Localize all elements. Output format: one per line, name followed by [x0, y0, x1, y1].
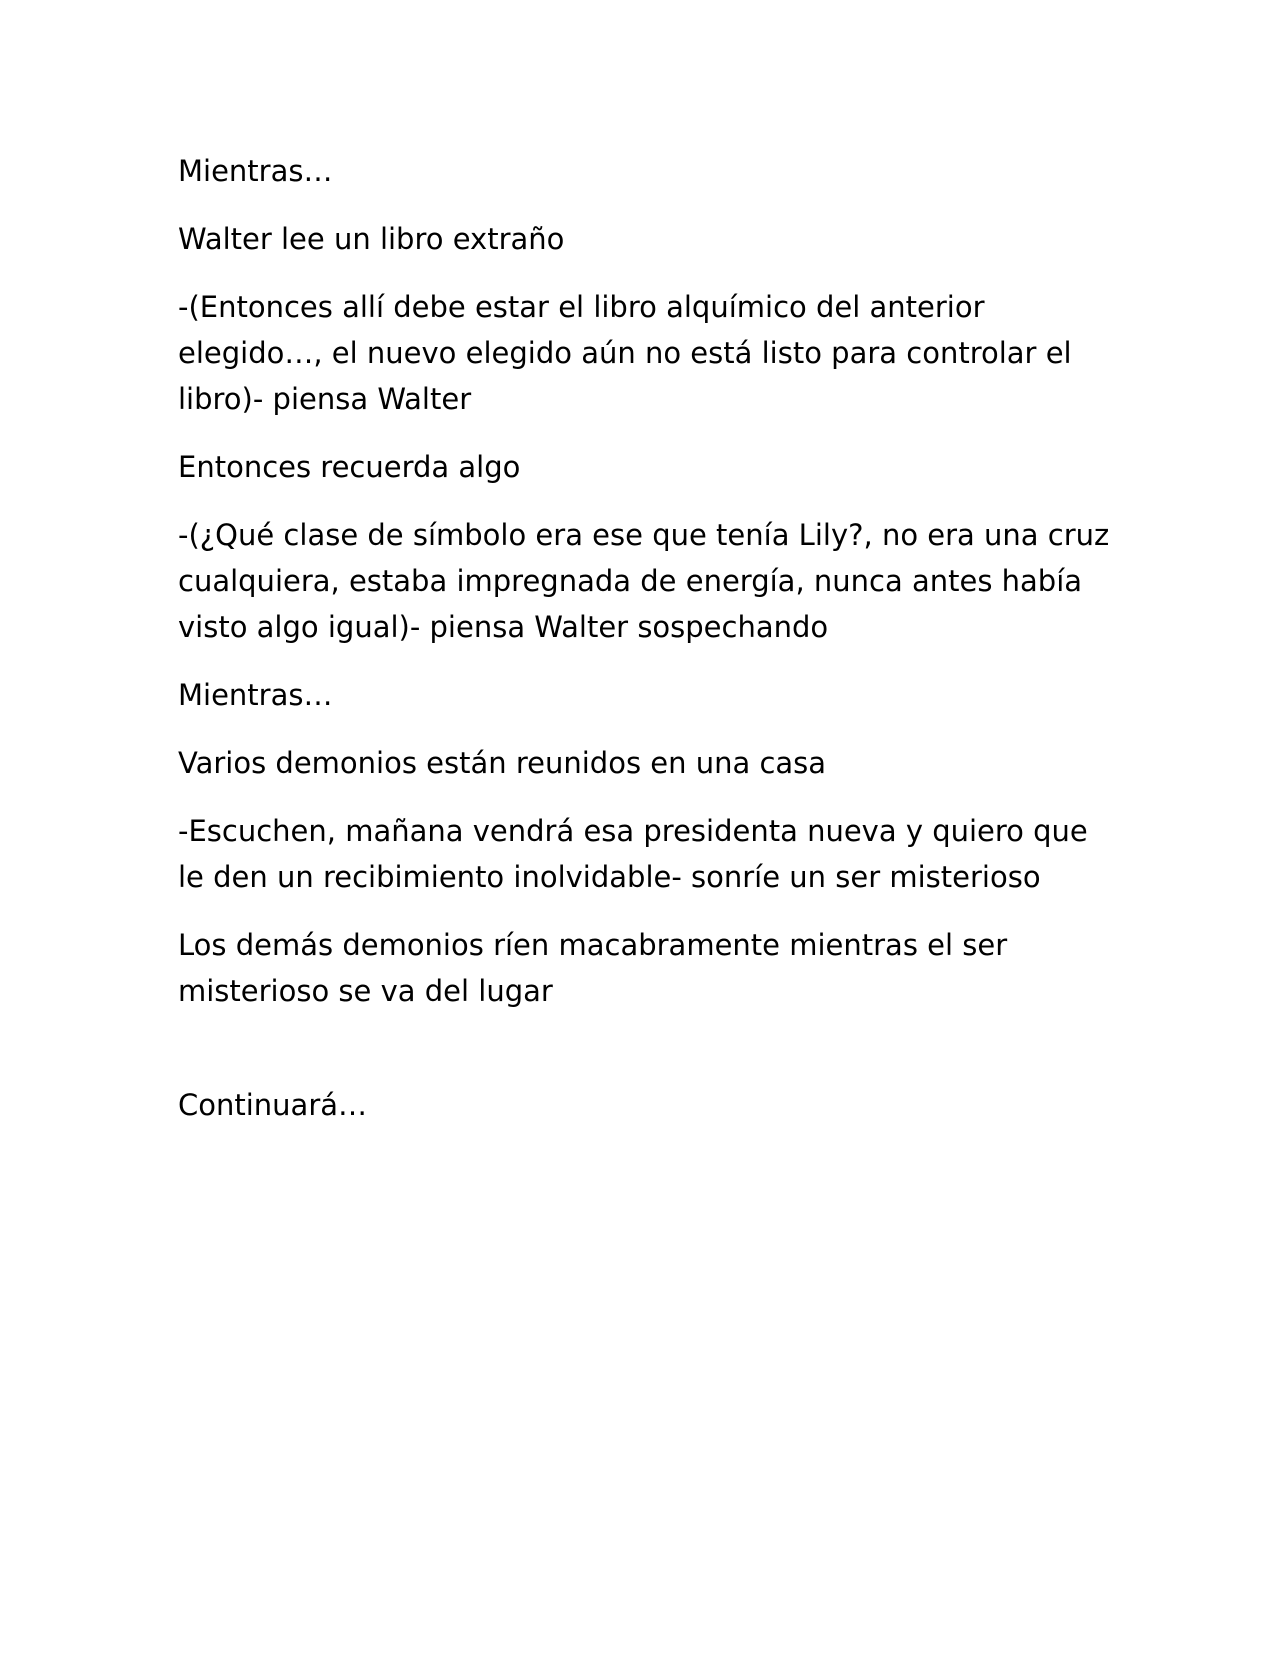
document-body — [178, 148, 1118, 1150]
paragraph-1: Mientras… — [178, 154, 333, 188]
paragraph-8: -Escuchen, mañana vendrá esa presidenta nueva y quiero que le den un recibimiento inolvidable- sonríe un ser misterioso — [178, 814, 1088, 894]
paragraph-9: Los demás demonios ríen macabramente mientras el ser misterioso se va del lugar — [178, 928, 1008, 1008]
paragraph-2: Walter lee un libro extraño — [178, 222, 565, 256]
paragraph-7: Varios demonios están reunidos en una casa — [178, 746, 827, 780]
paragraph-4: Entonces recuerda algo — [178, 450, 521, 484]
ending-text: Continuará… — [178, 1088, 368, 1122]
blank-line — [178, 1036, 1118, 1082]
paragraph-5: -(¿Qué clase de símbolo era ese que tenía Lily?, no era una cruz cualquiera, estaba impregnada de energía, nunca antes había visto algo igual)- piensa Walter sospechando — [178, 518, 1110, 644]
paragraph-6: Mientras… — [178, 678, 333, 712]
paragraph-3: -(Entonces allí debe estar el libro alquímico del anterior elegido…, el nuevo elegido aún no está listo para controlar el libro)- piensa Walter — [178, 290, 1072, 416]
